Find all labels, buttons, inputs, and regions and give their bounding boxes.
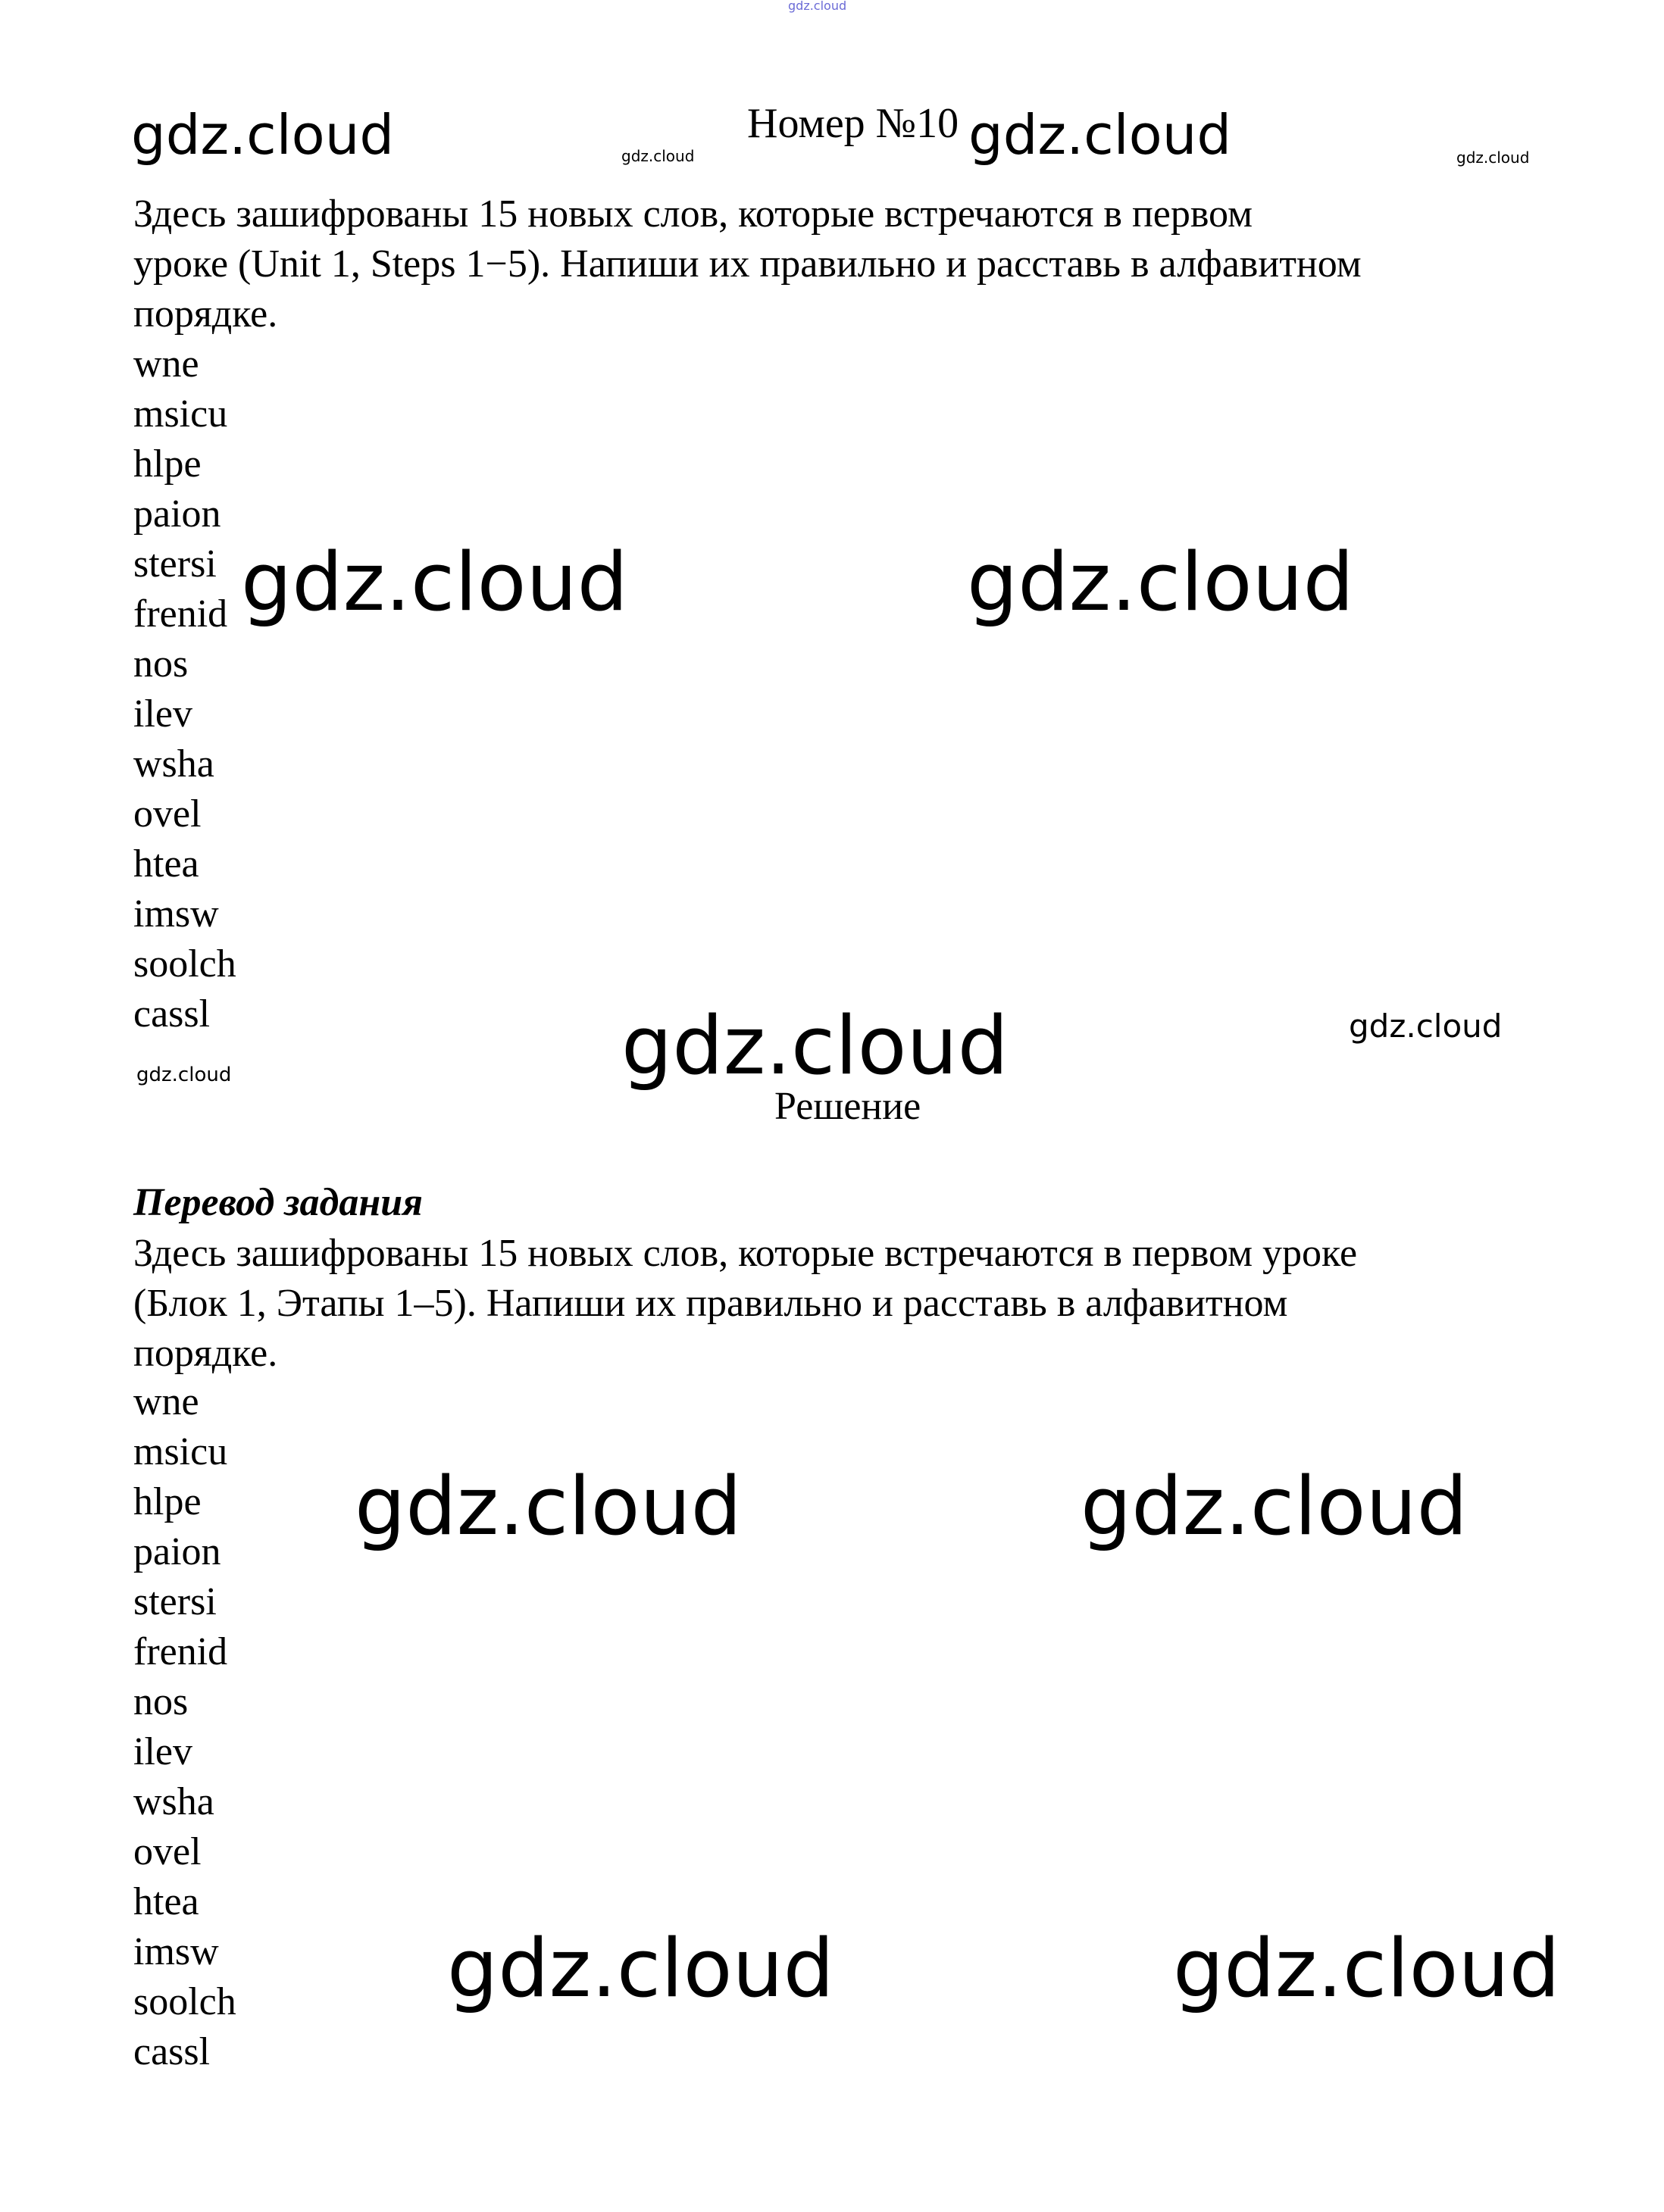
translation-line: порядке. [133, 1332, 278, 1375]
scrambled-word: paion [133, 492, 221, 536]
watermark-logo: gdz.cloud [967, 536, 1354, 629]
scrambled-word: wsha [133, 1780, 214, 1823]
scrambled-word: ilev [133, 1730, 192, 1773]
watermark-logo: gdz.cloud [788, 0, 847, 13]
scrambled-word: ilev [133, 692, 192, 736]
watermark-logo: gdz.cloud [447, 1922, 834, 2015]
translation-line: Здесь зашифрованы 15 новых слов, которые встречаются в первом уроке [133, 1232, 1358, 1275]
scrambled-word: paion [133, 1530, 221, 1573]
watermark-logo: gdz.cloud [136, 1064, 232, 1086]
translation-word-list [133, 1377, 236, 2077]
watermark-logo: gdz.cloud [1349, 1008, 1503, 1045]
scrambled-word: soolch [133, 942, 236, 986]
task-line: Здесь зашифрованы 15 новых слов, которые встречаются в первом [133, 192, 1253, 236]
watermark-logo: gdz.cloud [1456, 148, 1530, 167]
scrambled-word: hlpe [133, 1480, 202, 1523]
translation-line: (Блок 1, Этапы 1–5). Напиши их правильно и расставь в алфавитном [133, 1282, 1288, 1325]
scrambled-word: soolch [133, 1980, 236, 2023]
scrambled-word: wsha [133, 742, 214, 786]
scrambled-word: frenid [133, 592, 228, 636]
solution-label: Решение [774, 1085, 921, 1128]
scrambled-word: imsw [133, 892, 219, 936]
scrambled-word: cassl [133, 2030, 211, 2073]
scrambled-word: stersi [133, 542, 217, 586]
translation-heading: Перевод задания [133, 1181, 423, 1224]
task-paragraph [133, 189, 1362, 339]
watermark-logo: gdz.cloud [621, 147, 695, 165]
scrambled-word: msicu [133, 392, 228, 436]
watermark-logo: gdz.cloud [131, 103, 395, 167]
scrambled-word: wne [133, 1380, 199, 1423]
task-line: порядке. [133, 292, 278, 336]
scrambled-word: htea [133, 1880, 199, 1923]
scrambled-word: cassl [133, 992, 211, 1036]
watermark-logo: gdz.cloud [968, 103, 1232, 167]
watermark-logo: gdz.cloud [355, 1460, 742, 1553]
task-word-list [133, 339, 236, 1039]
scrambled-word: msicu [133, 1430, 228, 1473]
scrambled-word: frenid [133, 1630, 228, 1673]
scrambled-word: nos [133, 642, 189, 686]
watermark-logo: gdz.cloud [1081, 1460, 1468, 1553]
page-title: Номер №10 [747, 100, 959, 147]
watermark-logo: gdz.cloud [621, 999, 1009, 1092]
translation-paragraph [133, 1229, 1357, 1379]
scrambled-word: wne [133, 342, 199, 386]
watermark-logo: gdz.cloud [241, 536, 628, 629]
scrambled-word: ovel [133, 792, 202, 836]
scrambled-word: ovel [133, 1830, 202, 1873]
task-line: уроке (Unit 1, Steps 1−5). Напиши их правильно и расставь в алфавитном [133, 242, 1362, 286]
scrambled-word: imsw [133, 1930, 219, 1973]
scrambled-word: hlpe [133, 442, 202, 486]
watermark-logo: gdz.cloud [1173, 1922, 1560, 2015]
scrambled-word: htea [133, 842, 199, 886]
scrambled-word: stersi [133, 1580, 217, 1623]
scrambled-word: nos [133, 1680, 189, 1723]
